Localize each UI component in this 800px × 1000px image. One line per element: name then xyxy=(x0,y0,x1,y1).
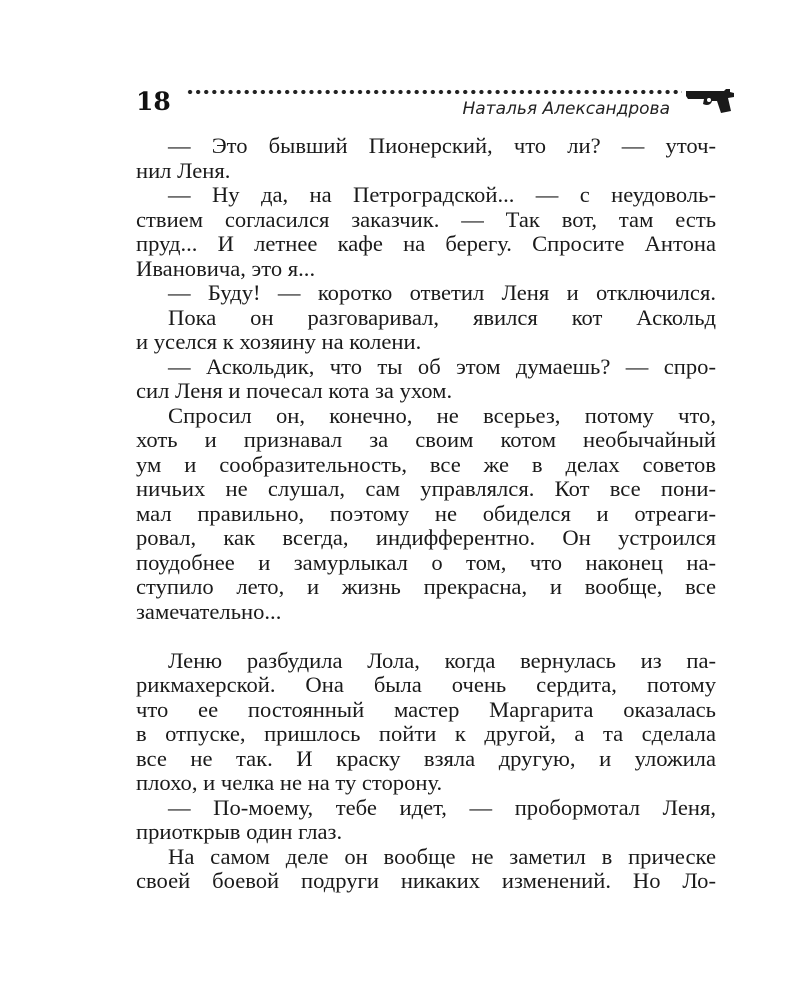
text-line: Ивановича, это я... xyxy=(136,255,316,281)
text-line: пруд... И летнее кафе на берегу. Спросите Антона xyxy=(136,231,716,256)
text-line: ум и сообразительность, все же в делах советов xyxy=(136,451,716,477)
text-line: поудобнее и замурлыкал о том, что наконец на- xyxy=(136,549,716,575)
text-line: — Ну да, на Петроградской... — с неудоволь- xyxy=(168,182,716,207)
text-line: замечательно... xyxy=(136,598,282,624)
text-line: и уселся к хозяину на колени. xyxy=(136,329,422,354)
text-line: На самом деле он вообще не заметил в прическе xyxy=(168,843,716,869)
text-line: — По-моему, тебе идет, — пробормотал Леня, xyxy=(168,794,716,820)
page-number: 18 xyxy=(136,87,171,116)
text-line: мал правильно, поэтому не обиделся и отреаги- xyxy=(136,500,716,526)
text-line: ровал, как всегда, индифферентно. Он устроился xyxy=(136,525,716,550)
text-line: ничьих не слушал, сам управлялся. Кот все пони- xyxy=(136,476,716,501)
text-line: ступило лето, и жизнь прекрасна, и вообще, все xyxy=(136,574,716,599)
text-line: сил Леня и почесал кота за ухом. xyxy=(136,378,453,403)
text-line: рикмахерской. Она была очень сердита, потому xyxy=(136,672,716,697)
text-line: — Это бывший Пионерский, что ли? — уточ- xyxy=(168,133,716,158)
text-line: что ее постоянный мастер Маргарита оказалась xyxy=(136,696,716,722)
text-line: Леню разбудила Лола, когда вернулась из па- xyxy=(168,647,716,673)
text-line: ствием согласился заказчик. — Так вот, там есть xyxy=(136,206,716,232)
text-line: своей боевой подруги никаких изменений. Но Ло- xyxy=(136,868,716,893)
text-line: нил Леня. xyxy=(136,157,231,183)
body-text xyxy=(136,134,716,894)
dotted-leader xyxy=(186,88,682,96)
text-line: хоть и признавал за своим котом необычайный xyxy=(136,427,716,452)
text-line: Спросил он, конечно, не всерьез, потому что, xyxy=(168,402,716,428)
author-name: Наталья Александрова xyxy=(462,99,670,119)
text-line: — Буду! — коротко ответил Леня и отключился. xyxy=(168,280,716,305)
page-header xyxy=(136,84,740,124)
text-line: Пока он разговаривал, явился кот Аскольд xyxy=(168,304,716,330)
paragraph-gap xyxy=(136,624,716,649)
text-line: все не так. И краску взяла другую, и уложила xyxy=(136,745,716,771)
text-line: плохо, и челка не на ту сторону. xyxy=(136,770,443,795)
revolver-icon xyxy=(684,87,738,115)
text-line: в отпуске, пришлось пойти к другой, а та сделала xyxy=(136,721,716,746)
text-line: приоткрыв один глаз. xyxy=(136,819,343,844)
text-line: — Аскольдик, что ты об этом думаешь? — спро- xyxy=(168,353,716,379)
